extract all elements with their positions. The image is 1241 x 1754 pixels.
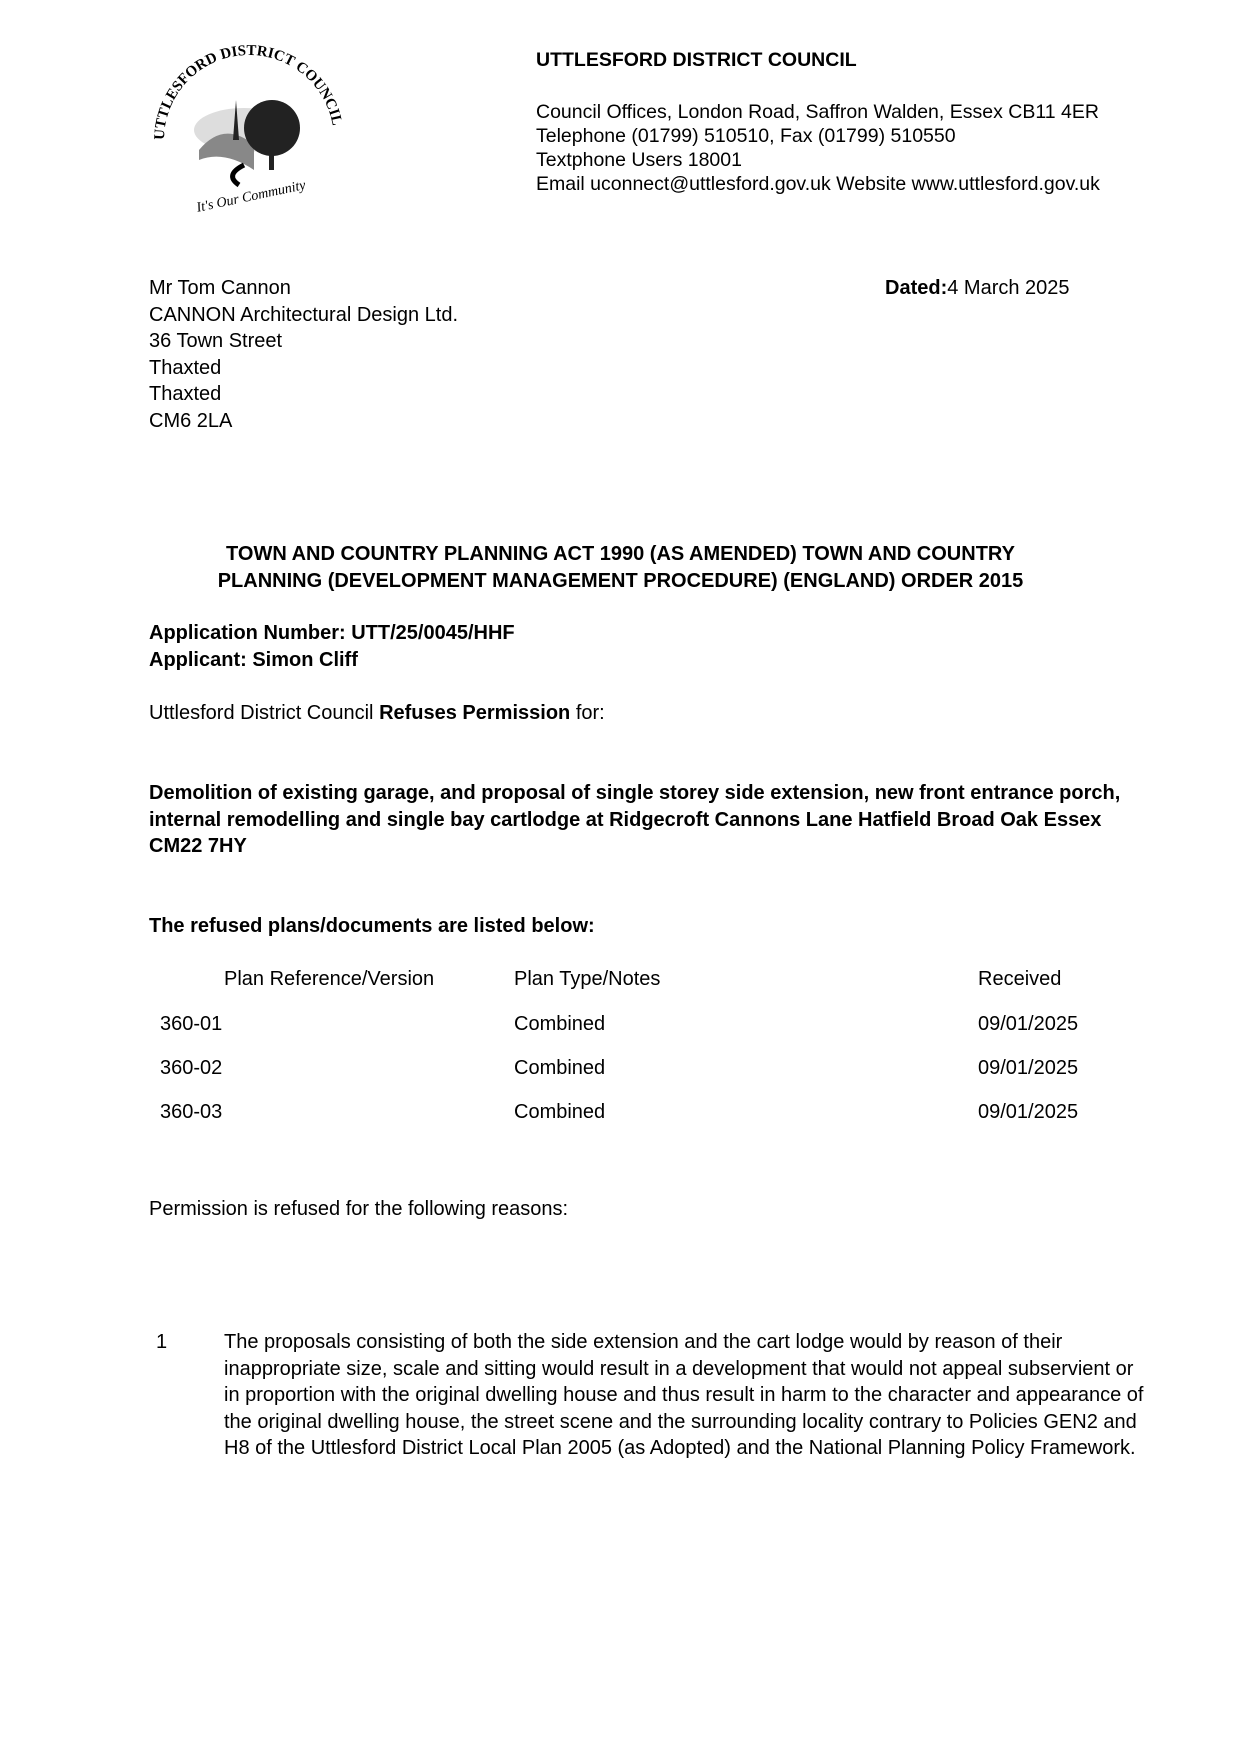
plan-type: Combined: [514, 1013, 606, 1035]
reason-number: 1: [156, 1331, 168, 1353]
decision: Refuses Permission: [379, 702, 571, 724]
application-number: Application Number: UTT/25/0045/HHF: [149, 622, 515, 644]
act-title-line: PLANNING (DEVELOPMENT MANAGEMENT PROCEDURE) (ENGLAND) ORDER 2015: [217, 569, 1024, 592]
recipient-line: Thaxted: [149, 383, 222, 405]
textphone-line: Textphone Users 18001: [536, 149, 742, 171]
council-name: UTTLESFORD DISTRICT COUNCIL: [536, 49, 857, 71]
plan-reference: 360-02: [160, 1057, 223, 1079]
recipient-line: CM6 2LA: [149, 409, 233, 432]
recipient-line: CANNON Architectural Design Ltd.: [149, 303, 459, 326]
decision-statement: [149, 700, 605, 727]
plan-type: Combined: [514, 1101, 606, 1123]
council-logo: [144, 30, 354, 220]
act-title-line: TOWN AND COUNTRY PLANNING ACT 1990 (AS AMENDED) TOWN AND COUNTRY: [226, 543, 1015, 565]
decision-prefix: Uttlesford District Council: [149, 702, 380, 724]
reasons-intro: Permission is refused for the following reasons:: [149, 1198, 569, 1220]
recipient-line: Thaxted: [149, 356, 222, 379]
plan-type: Combined: [514, 1057, 606, 1079]
act-title: [0, 541, 1241, 594]
date-value: 4 March 2025: [947, 277, 1070, 299]
address-line: Council Offices, London Road, Saffron Walden, Essex CB11 4ER: [536, 101, 1099, 123]
proposal-description: Demolition of existing garage, and proposal of single storey side extension, new front entrance porch, internal remodelling and single bay cartlodge at Ridgecroft Cannons Lane Hatfield Broad Oak Essex CM22 7HY: [149, 782, 1121, 857]
recipient-address: [149, 275, 458, 434]
plan-reference: 360-01: [160, 1013, 223, 1035]
svg-text:UTTLESFORD DISTRICT COUNCIL: UTTLESFORD DISTRICT COUNCIL: [151, 42, 345, 141]
plan-received: 09/01/2025: [978, 1057, 1079, 1079]
table-row: [0, 1055, 1241, 1082]
recipient-line: 36 Town Street: [149, 330, 283, 352]
plans-heading: The refused plans/documents are listed below:: [149, 915, 595, 937]
council-contact: [536, 100, 1100, 196]
table-row: [0, 1011, 1241, 1038]
applicant: Applicant: Simon Cliff: [149, 648, 358, 671]
recipient-line: Mr Tom Cannon: [149, 277, 291, 299]
column-header: Plan Type/Notes: [514, 968, 661, 990]
reason-text: The proposals consisting of both the side extension and the cart lodge would by reason of their inappropriate size, scale and sitting would result in a development that would not appeal subservient or in proportion with the original dwelling house and thus result in harm to the character and appearance of the original dwelling house, the street scene and the surrounding locality contrary to Policies GEN2 and H8 of the Uttlesford District Local Plan 2005 (as Adopted) and the National Planning Policy Framework.: [224, 1331, 1144, 1459]
application-details: [149, 620, 515, 673]
plan-reference: 360-03: [160, 1101, 223, 1123]
date-label: Dated:: [885, 277, 948, 299]
column-header: Received: [978, 968, 1062, 990]
table-header: [0, 966, 1241, 993]
plan-received: 09/01/2025: [978, 1101, 1079, 1123]
email-website-line: Email uconnect@uttlesford.gov.uk Website www.uttlesford.gov.uk: [536, 173, 1100, 195]
telephone-line: Telephone (01799) 510510, Fax (01799) 510550: [536, 125, 956, 147]
column-header: Plan Reference/Version: [224, 968, 435, 990]
table-row: [0, 1099, 1241, 1126]
svg-text:It's Our Community: It's Our Community: [195, 178, 307, 216]
date: [885, 275, 1070, 302]
plan-received: 09/01/2025: [978, 1013, 1079, 1035]
decision-suffix: for:: [570, 702, 605, 724]
